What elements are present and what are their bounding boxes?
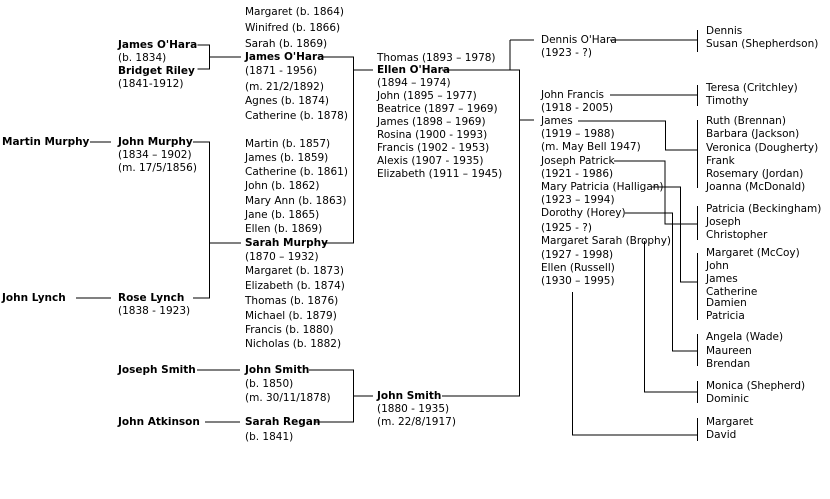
person-bridget-riley: Bridget Riley: [118, 65, 195, 77]
person-john-smith: John Smith: [377, 390, 442, 402]
grandchild-david: David: [706, 429, 737, 441]
grandchild-patricia-beckingham: Patricia (Beckingham): [706, 203, 822, 215]
child-alexis: Alexis (1907 - 1935): [377, 155, 484, 167]
person-john-murphy: John Murphy: [118, 136, 193, 148]
child-joseph-patrick: Joseph Patrick: [541, 155, 615, 167]
child-john-1862: John (b. 1862): [245, 180, 320, 192]
child-margaret-1864: Margaret (b. 1864): [245, 6, 344, 18]
grandchild-rosemary: Rosemary (Jordan): [706, 168, 804, 180]
dates-rose-lynch: (1838 - 1923): [118, 305, 191, 317]
grandchild-frank: Frank: [706, 155, 735, 167]
grandchild-joanna: Joanna (McDonald): [706, 181, 806, 193]
dates-james-ohara: (1871 - 1956): [245, 65, 318, 77]
person-rose-lynch: Rose Lynch: [118, 292, 185, 304]
marriage-john-smith: (m. 22/8/1917): [377, 416, 456, 428]
child-james-1898: James (1898 – 1969): [377, 116, 486, 128]
dates-mary-patricia: (1923 – 1994): [541, 194, 615, 206]
grandchild-susan: Susan (Shepherdson): [706, 38, 819, 50]
person-james-ohara-sr: James O'Hara: [118, 39, 198, 51]
child-beatrice: Beatrice (1897 – 1969): [377, 103, 498, 115]
grandchild-angela: Angela (Wade): [706, 331, 784, 343]
child-agnes: Agnes (b. 1874): [245, 95, 330, 107]
person-ellen-ohara: Ellen O'Hara: [377, 64, 450, 76]
child-michael: Michael (b. 1879): [245, 310, 337, 322]
dates-sarah-murphy: (1870 – 1932): [245, 251, 319, 263]
child-dorothy: Dorothy (Horey): [541, 207, 626, 219]
child-ellen-russell: Ellen (Russell): [541, 262, 615, 274]
person-james-ohara: James O'Hara: [245, 51, 325, 63]
grandchild-james: James: [706, 273, 738, 285]
child-jane: Jane (b. 1865): [245, 209, 320, 221]
dates-margaret-sarah: (1927 - 1998): [541, 249, 614, 261]
grandchild-margaret-mccoy: Margaret (McCoy): [706, 247, 800, 259]
grandchild-damien: Damien: [706, 297, 747, 309]
dates-bridget-riley: (1841-1912): [118, 78, 184, 90]
child-thomas-1893: Thomas (1893 – 1978): [377, 52, 496, 64]
ellenrussell-children-line: [573, 292, 698, 435]
child-francis-1880: Francis (b. 1880): [245, 324, 334, 336]
grandchild-john: John: [706, 260, 729, 272]
child-catherine-1878: Catherine (b. 1878): [245, 110, 348, 122]
child-winifred: Winifred (b. 1866): [245, 22, 341, 34]
dates-ellen-ohara: (1894 – 1974): [377, 77, 451, 89]
grandchild-ruth: Ruth (Brennan): [706, 115, 786, 127]
dates-joseph-patrick: (1921 - 1986): [541, 168, 614, 180]
grandchild-brendan: Brendan: [706, 358, 751, 370]
person-martin-murphy: Martin Murphy: [2, 136, 90, 148]
person-john-smith-sr: John Smith: [245, 364, 310, 376]
grandchild-monica: Monica (Shepherd): [706, 380, 806, 392]
grandchild-teresa: Teresa (Critchley): [706, 82, 798, 94]
child-james-1859: James (b. 1859): [245, 152, 329, 164]
margaretsarah-children-line: [645, 241, 698, 392]
grandchild-barbara: Barbara (Jackson): [706, 128, 800, 140]
child-mary-ann: Mary Ann (b. 1863): [245, 195, 347, 207]
child-catherine-1861: Catherine (b. 1861): [245, 166, 348, 178]
child-nicholas: Nicholas (b. 1882): [245, 338, 342, 350]
grandchild-joseph: Joseph: [706, 216, 741, 228]
child-margaret-1873: Margaret (b. 1873): [245, 265, 344, 277]
child-margaret-sarah: Margaret Sarah (Brophy): [541, 235, 672, 247]
grandchild-christopher: Christopher: [706, 229, 768, 241]
marriage-john-smith-sr: (m. 30/11/1878): [245, 392, 331, 404]
dates-john-francis: (1918 - 2005): [541, 102, 614, 114]
marriage-john-murphy: (m. 17/5/1856): [118, 162, 197, 174]
person-joseph-smith: Joseph Smith: [118, 364, 196, 376]
grandchild-margaret: Margaret: [706, 416, 754, 428]
dates-james-ohara-sr: (b. 1834): [118, 52, 167, 64]
person-sarah-murphy: Sarah Murphy: [245, 237, 328, 249]
dates-james-1919: (1919 – 1988): [541, 128, 615, 140]
dates-ellen-russell: (1930 – 1995): [541, 275, 615, 287]
child-john-francis: John Francis: [541, 89, 605, 101]
child-thomas-1876: Thomas (b. 1876): [245, 295, 339, 307]
child-james-1919: James: [541, 115, 573, 127]
child-rosina: Rosina (1900 - 1993): [377, 129, 488, 141]
grandchild-maureen: Maureen: [706, 345, 752, 357]
grandchild-timothy: Timothy: [706, 95, 749, 107]
child-john-1895: John (1895 – 1977): [377, 90, 477, 102]
child-sarah-1869: Sarah (b. 1869): [245, 38, 328, 50]
person-sarah-regan: Sarah Regan: [245, 416, 321, 428]
dates-john-smith-sr: (b. 1850): [245, 378, 294, 390]
grandchild-dennis: Dennis: [706, 25, 743, 37]
person-john-lynch: John Lynch: [2, 292, 66, 304]
grandchild-veronica: Veronica (Dougherty): [706, 142, 819, 154]
child-martin: Martin (b. 1857): [245, 138, 331, 150]
child-francis-1902: Francis (1902 - 1953): [377, 142, 490, 154]
dates-john-smith: (1880 - 1935): [377, 403, 450, 415]
grandchild-patricia: Patricia: [706, 310, 745, 322]
child-ellen-1869: Ellen (b. 1869): [245, 223, 323, 235]
dates-dorothy: (1925 - ?): [541, 222, 592, 234]
grandchild-dominic: Dominic: [706, 393, 749, 405]
dates-dennis-ohara: (1923 - ?): [541, 47, 592, 59]
marriage-james-ohara: (m. 21/2/1892): [245, 81, 324, 93]
marriage-james-1919: (m. May Bell 1947): [541, 141, 641, 153]
child-mary-patricia: Mary Patricia (Halligan): [541, 181, 664, 193]
dates-john-murphy: (1834 – 1902): [118, 149, 192, 161]
dates-sarah-regan: (b. 1841): [245, 431, 294, 443]
child-elizabeth-1874: Elizabeth (b. 1874): [245, 280, 345, 292]
person-john-atkinson: John Atkinson: [118, 416, 200, 428]
child-dennis-ohara: Dennis O'Hara: [541, 34, 617, 46]
child-elizabeth-1911: Elizabeth (1911 – 1945): [377, 168, 503, 180]
ohara-couple-bracket: [198, 45, 210, 69]
grandchild-catherine: Catherine: [706, 286, 758, 298]
